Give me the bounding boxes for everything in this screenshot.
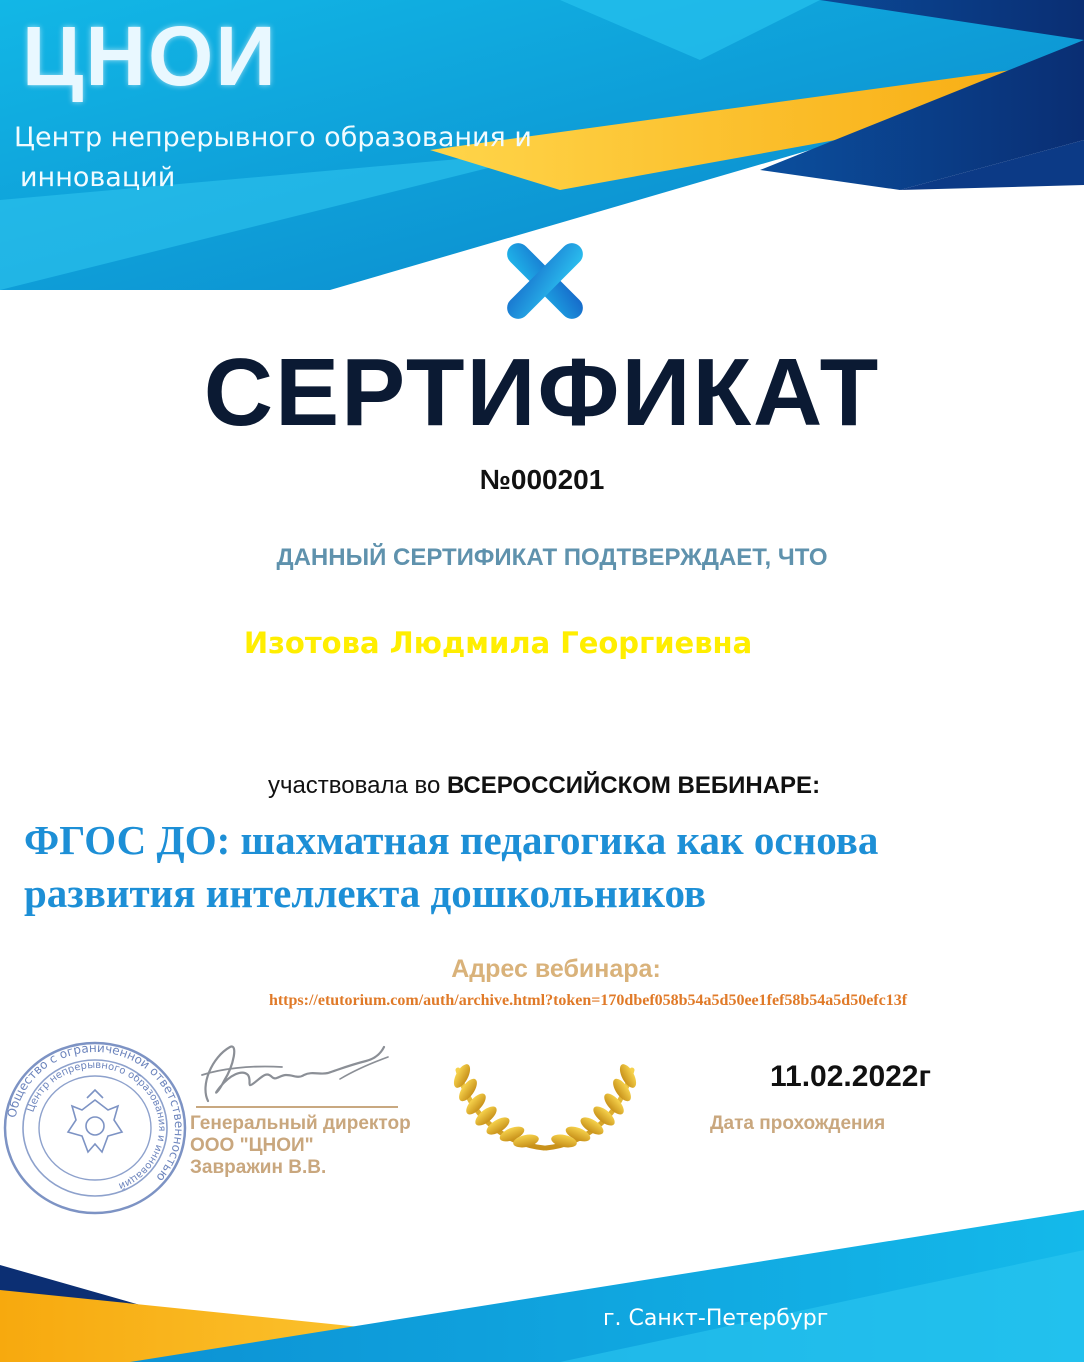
webinar-address-label: Адрес вебинара: (451, 955, 661, 983)
completion-date: 11.02.2022г (770, 1060, 931, 1093)
seal-emblem (68, 1090, 122, 1152)
director-signature (190, 1035, 400, 1110)
completion-date-label: Дата прохождения (710, 1113, 886, 1134)
confirmation-text: ДАННЫЙ СЕРТИФИКАТ ПОДТВЕРЖДАЕТ, ЧТО (276, 544, 828, 571)
x-logo-icon (500, 236, 590, 326)
seal-ring-outer-text: Общество с ограниченной ответственностью (4, 1040, 187, 1185)
organization-abbreviation: ЦНОИ (22, 9, 278, 103)
participation-event: ВСЕРОССИЙСКОМ ВЕБИНАРЕ: (446, 772, 821, 799)
recipient-name: Изотова Людмила Георгиевна (243, 626, 753, 660)
organization-name-line2: инноваций (20, 162, 176, 193)
signatory-company: ООО "ЦНОИ" (190, 1135, 314, 1156)
participation-lead: участвовала во (267, 772, 447, 799)
organization-seal (2, 1040, 188, 1216)
signatory-position: Генеральный директор (190, 1113, 411, 1134)
signature-line (196, 1106, 398, 1108)
footer-city: г. Санкт-Петербург (603, 1306, 829, 1331)
participation-statement (0, 774, 1084, 798)
signatory-block (190, 1113, 411, 1179)
webinar-title-line1: ФГОС ДО: шахматная педагогика как основа (24, 817, 879, 863)
laurel-wreath-icon (440, 1054, 650, 1154)
organization-name-line1: Центр непрерывного образования и (14, 122, 532, 153)
certificate-title: СЕРТИФИКАТ (203, 339, 881, 446)
webinar-address-link[interactable]: https://etutorium.com/auth/archive.html?token=170dbef058b54a5d50ee1fef58b54a5d50efc13f (268, 992, 908, 1009)
seal-ring-inner-text: Центр непрерывного образования и инноваций (25, 1059, 168, 1192)
organization-name (14, 118, 534, 198)
certificate-number: №000201 (479, 464, 605, 495)
signatory-name: Завражин В.В. (190, 1157, 327, 1178)
webinar-title (24, 814, 1064, 920)
webinar-title-line2: развития интеллекта дошкольников (24, 870, 707, 916)
